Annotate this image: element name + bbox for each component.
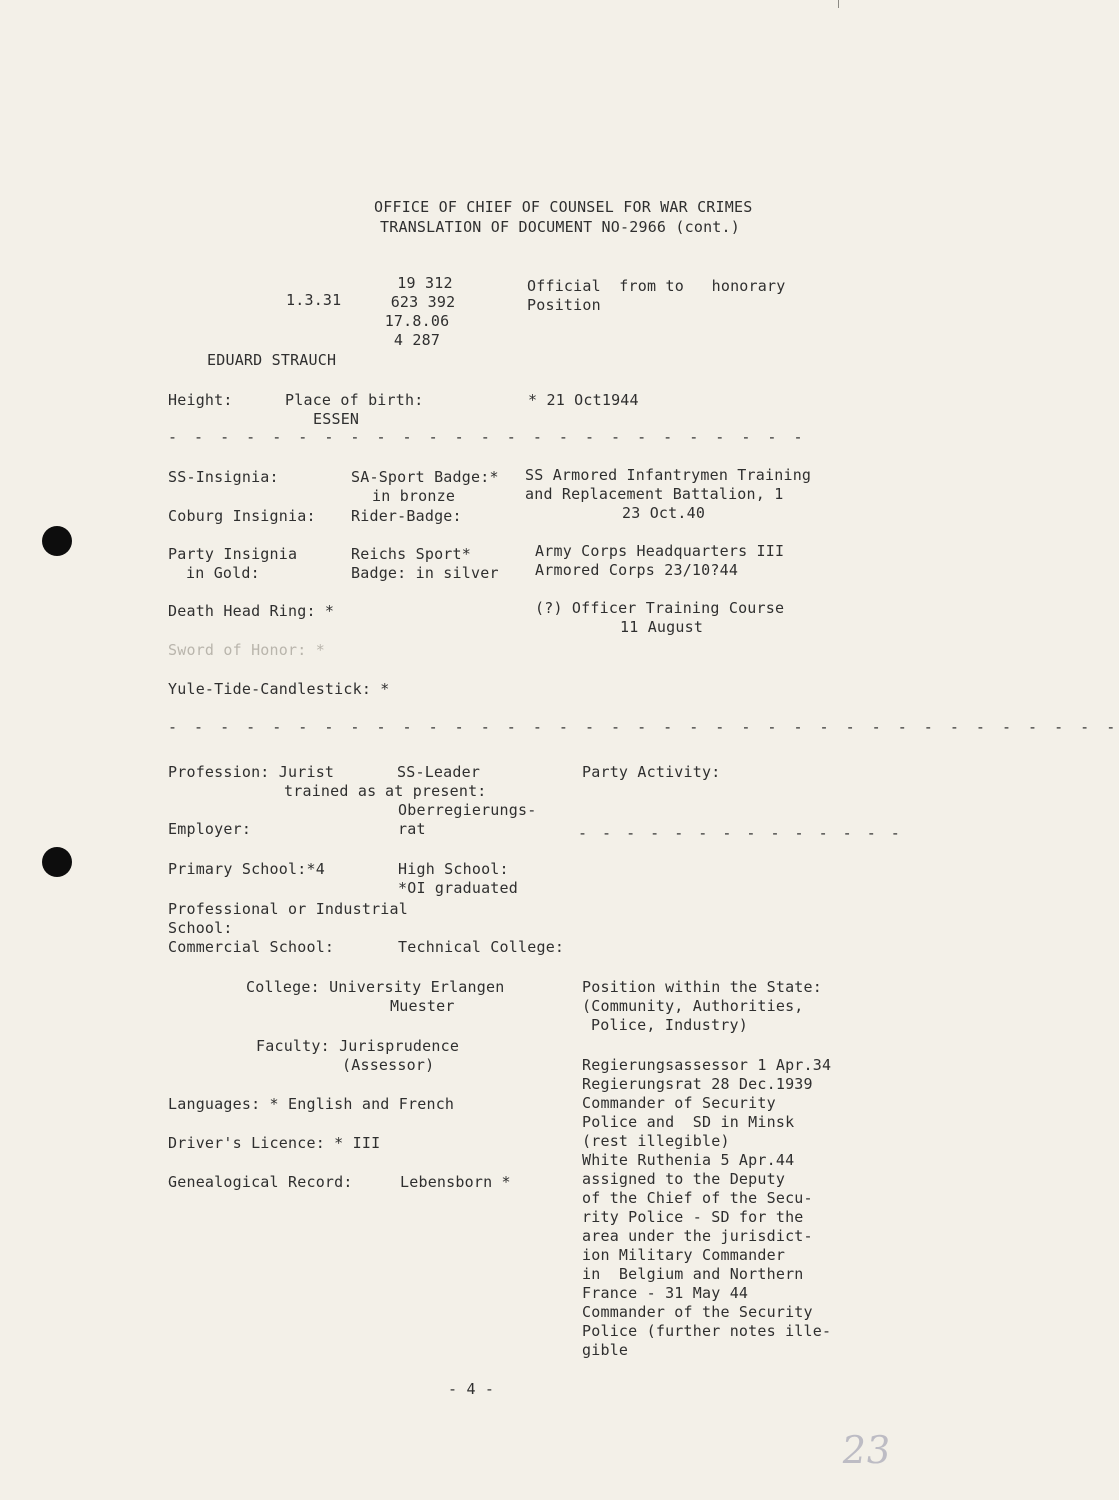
position-line: assigned to the Deputy [582,1170,786,1188]
primary-school: Primary School:*4 [168,860,325,878]
professional-school-2: School: [168,919,233,937]
date-entry: * 21 Oct1944 [528,391,639,409]
header-line-1: OFFICE OF CHIEF OF COUNSEL FOR WAR CRIMES [374,198,753,216]
graduated: *OI graduated [398,879,518,897]
record-number: 623 392 [390,293,456,311]
divider: - - - - - - - - - - - - - - - - - - - - - - - - - [168,428,807,446]
party-insignia-label-2: in Gold: [186,564,260,582]
death-head-ring: Death Head Ring: * [168,602,335,620]
commercial-school: Commercial School: [168,938,335,956]
position-line: gible [582,1341,629,1359]
sa-sport-badge: SA-Sport Badge:* [351,468,499,486]
faculty-2: (Assessor) [342,1056,435,1074]
yule-tide-candlestick: Yule-Tide-Candlestick: * [168,680,390,698]
position-line: of the Chief of the Secu- [582,1189,813,1207]
birth-label: Place of birth: [285,391,424,409]
officer-training-date: 11 August [620,618,704,636]
coburg-label: Coburg Insignia: [168,507,316,525]
lebensborn: Lebensborn * [400,1173,511,1191]
trained-as: trained as [284,782,377,800]
record-date: 1.3.31 [286,291,342,309]
position-word: Position [527,296,601,314]
ss-armored-training-2: and Replacement Battalion, 1 [525,485,784,503]
birth-place: ESSEN [313,410,360,428]
ss-leader: SS-Leader [397,763,481,781]
position-line: Police (further notes ille- [582,1322,832,1340]
officer-training: (?) Officer Training Course [535,599,785,617]
sa-sport-badge-detail: in bronze [372,487,456,505]
header-line-2: TRANSLATION OF DOCUMENT NO-2966 (cont.) [380,218,740,236]
height-label: Height: [168,391,233,409]
army-corps: Army Corps Headquarters III [535,542,785,560]
position-line: White Ruthenia 5 Apr.44 [582,1151,795,1169]
ss-armored-training: SS Armored Infantrymen Training [525,466,812,484]
position-state-label: Position within the State: [582,978,822,996]
party-insignia-label: Party Insignia [168,545,298,563]
party-activity: Party Activity: [582,763,721,781]
page-stamp: 23 [838,1428,894,1472]
position-line: in Belgium and Northern [582,1265,804,1283]
position-state-label-3: Police, Industry) [591,1016,748,1034]
position-line: (rest illegible) [582,1132,730,1150]
drivers-licence: Driver's Licence: * III [168,1134,381,1152]
ss-insignia-label: SS-Insignia: [168,468,279,486]
rider-badge: Rider-Badge: [351,507,462,525]
position-line: Commander of Security [582,1094,776,1112]
record-number: 17.8.06 [384,312,450,330]
position-line: Regierungsrat 28 Dec.1939 [582,1075,813,1093]
edge-mark [838,0,839,8]
profession: Profession: Jurist [168,763,335,781]
ss-armored-training-date: 23 Oct.40 [622,504,706,522]
oberregierungs: Oberregierungs- [398,801,537,819]
position-line: rity Police - SD for the [582,1208,804,1226]
position-line: ion Military Commander [582,1246,786,1264]
person-name: EDUARD STRAUCH [207,351,337,369]
high-school: High School: [398,860,509,878]
record-number: 19 312 [397,274,453,292]
divider: - - - - - - - - - - - - - - - - - - - - - - - - - - - - - - - - - - - - - [168,718,1119,736]
faculty: Faculty: Jurisprudence [256,1037,460,1055]
reichs-sport-badge-detail: Badge: in silver [351,564,499,582]
position-line: Police and SD in Minsk [582,1113,795,1131]
technical-college: Technical College: [398,938,565,956]
official-position: Official from to honorary [527,277,786,295]
professional-school: Professional or Industrial [168,900,408,918]
page-number: - 4 - [448,1380,495,1398]
college: College: University Erlangen [246,978,505,996]
languages: Languages: * English and French [168,1095,455,1113]
position-line: area under the jurisdict- [582,1227,813,1245]
genealogical-record: Genealogical Record: [168,1173,353,1191]
army-corps-2: Armored Corps 23/10?44 [535,561,739,579]
sword-of-honor: Sword of Honor: * [168,641,325,659]
divider: - - - - - - - - - - - - - - [578,824,903,842]
position-line: Regierungsassessor 1 Apr.34 [582,1056,832,1074]
employer: Employer: [168,820,252,838]
rat: rat [398,820,426,838]
binder-hole-top [42,526,72,556]
binder-hole-bottom [42,847,72,877]
college-2: Muester [390,997,455,1015]
at-present: at present: [385,782,487,800]
position-line: France - 31 May 44 [582,1284,749,1302]
position-line: Commander of the Security [582,1303,813,1321]
reichs-sport-badge: Reichs Sport* [351,545,471,563]
position-state-label-2: (Community, Authorities, [582,997,804,1015]
record-number: 4 287 [393,331,441,349]
